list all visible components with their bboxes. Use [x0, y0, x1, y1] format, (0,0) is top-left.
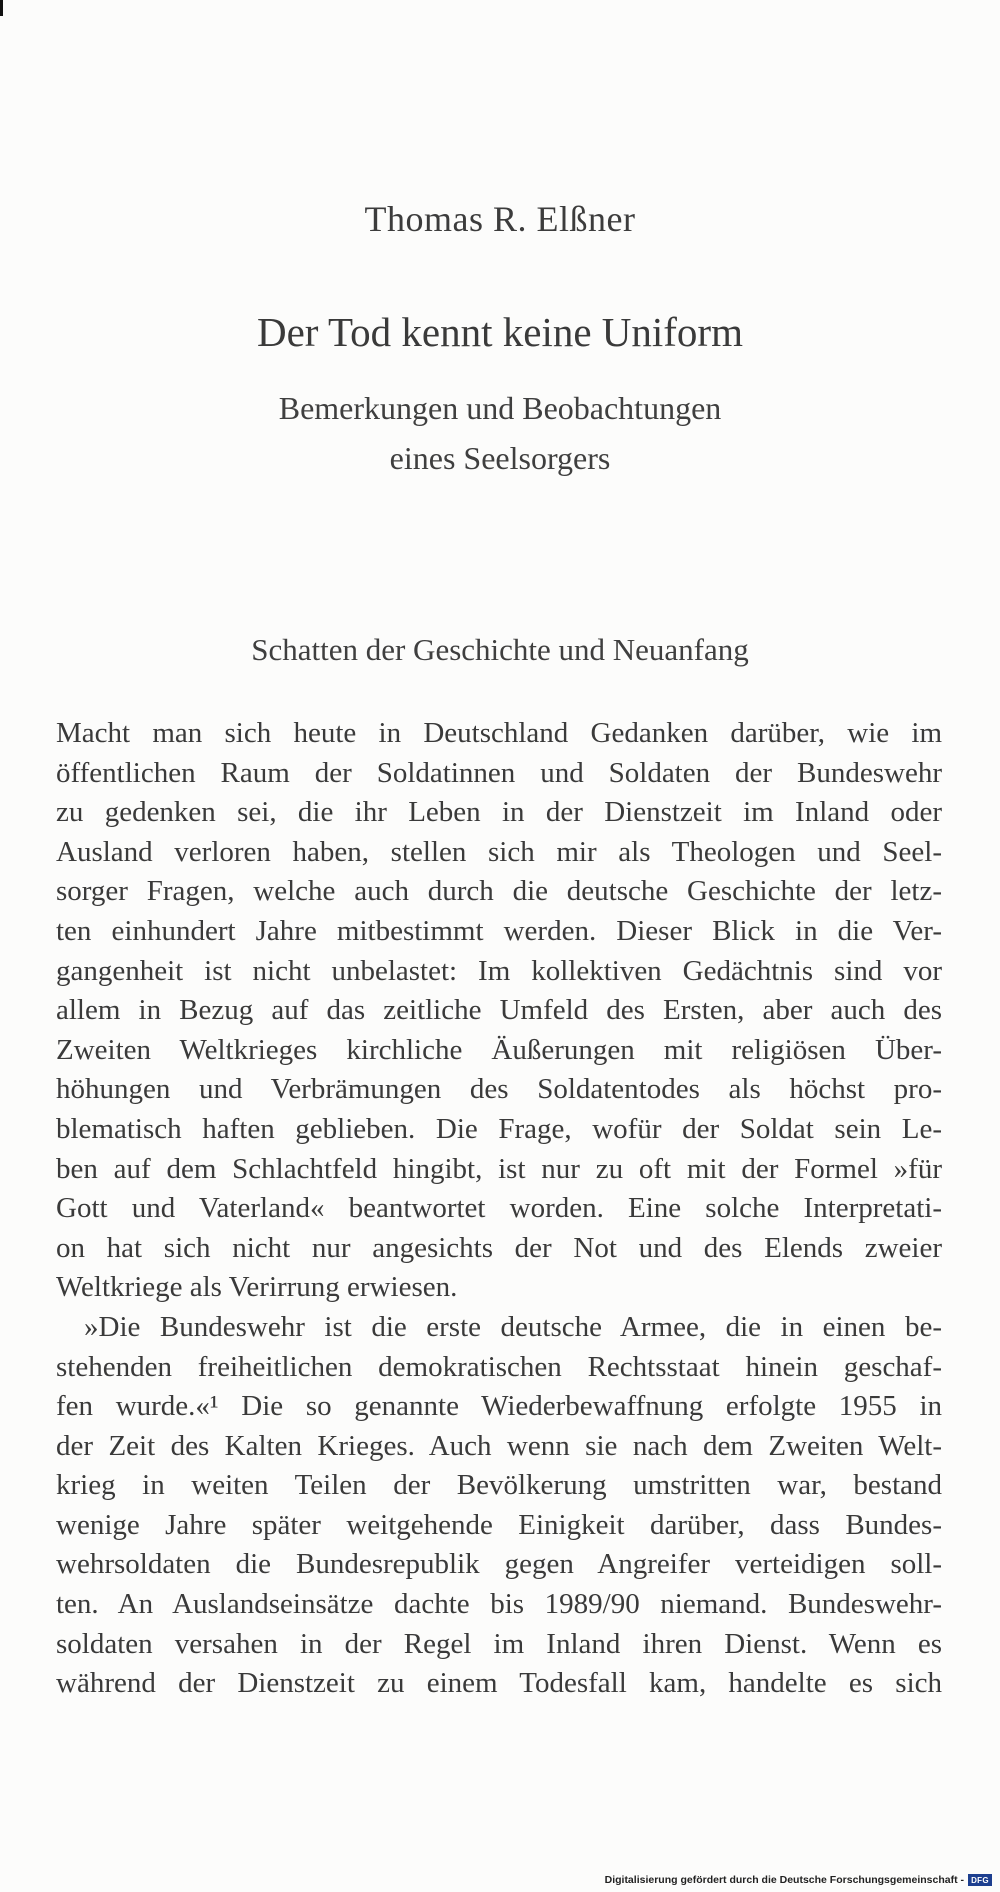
scan-edge-mark: [0, 0, 3, 16]
text-line: sorger Fragen, welche auch durch die deutsche Geschichte der letz-: [56, 875, 942, 908]
text-line: ten einhundert Jahre mitbestimmt werden. Dieser Blick in die Ver-: [56, 914, 942, 947]
text-line: Macht man sich heute in Deutschland Gedanken darüber, wie im: [56, 717, 942, 749]
dfg-logo: DFG: [968, 1874, 992, 1886]
text-line: fen wurde.«¹ Die so genannte Wiederbewaffnung erfolgte 1955 in: [56, 1390, 942, 1423]
text-line: krieg in weiten Teilen der Bevölkerung umstritten war, bestand: [56, 1469, 942, 1502]
text-line: gangenheit ist nicht unbelastet: Im kollektiven Gedächtnis sind vor: [56, 954, 942, 987]
text-line: on hat sich nicht nur angesichts der Not und des Elends zweier: [56, 1231, 942, 1264]
digitization-footer: [605, 1872, 992, 1888]
text-line: soldaten versahen in der Regel im Inland ihren Dienst. Wenn es: [56, 1627, 942, 1660]
text-line: allem in Bezug auf das zeitliche Umfeld des Ersten, aber auch des: [56, 994, 942, 1027]
text-line: ten. An Auslandseinsätze dachte bis 1989/90 niemand. Bundeswehr-: [56, 1588, 942, 1621]
text-line: öffentlichen Raum der Soldatinnen und Soldaten der Bundeswehr: [56, 756, 942, 789]
text-line: »Die Bundeswehr ist die erste deutsche Armee, die in einen be-: [84, 1310, 942, 1343]
section-heading: Schatten der Geschichte und Neuanfang: [251, 632, 749, 667]
text-line: ben auf dem Schlachtfeld hingibt, ist nur zu oft mit der Formel »für: [56, 1152, 942, 1185]
text-line: der Zeit des Kalten Krieges. Auch wenn sie nach dem Zweiten Welt-: [56, 1429, 942, 1462]
text-line: wehrsoldaten die Bundesrepublik gegen Angreifer verteidigen soll-: [56, 1548, 942, 1581]
subtitle-line: eines Seelsorgers: [389, 440, 611, 476]
text-line: Ausland verloren haben, stellen sich mir als Theologen und Seel-: [56, 835, 942, 868]
text-line: blematisch haften geblieben. Die Frage, wofür der Soldat sein Le-: [56, 1112, 942, 1145]
text-line: Zweiten Weltkrieges kirchliche Äußerungen mit religiösen Über-: [56, 1033, 942, 1066]
text-line: wenige Jahre später weitgehende Einigkeit darüber, dass Bundes-: [56, 1508, 942, 1541]
chapter-subtitle: [0, 383, 1000, 483]
chapter-title: Der Tod kennt keine Uniform: [257, 309, 743, 355]
text-line: Weltkriege als Verirrung erwiesen.: [56, 1271, 458, 1304]
author-name: Thomas R. Elßner: [364, 199, 636, 239]
footer-text: Digitalisierung gefördert durch die Deutsche Forschungsgemeinschaft -: [604, 1874, 964, 1886]
body-text: [56, 714, 942, 1704]
text-line: zu gedenken sei, die ihr Leben in der Dienstzeit im Inland oder: [56, 796, 942, 829]
text-line: höhungen und Verbrämungen des Soldatentodes als höchst pro-: [56, 1073, 942, 1106]
text-line: während der Dienstzeit zu einem Todesfall kam, handelte es sich: [56, 1667, 942, 1700]
text-line: stehenden freiheitlichen demokratischen Rechtsstaat hinein geschaf-: [56, 1350, 942, 1383]
subtitle-line: Bemerkungen und Beobachtungen: [278, 390, 722, 426]
text-line: Gott und Vaterland« beantwortet worden. Eine solche Interpretati-: [56, 1192, 942, 1225]
